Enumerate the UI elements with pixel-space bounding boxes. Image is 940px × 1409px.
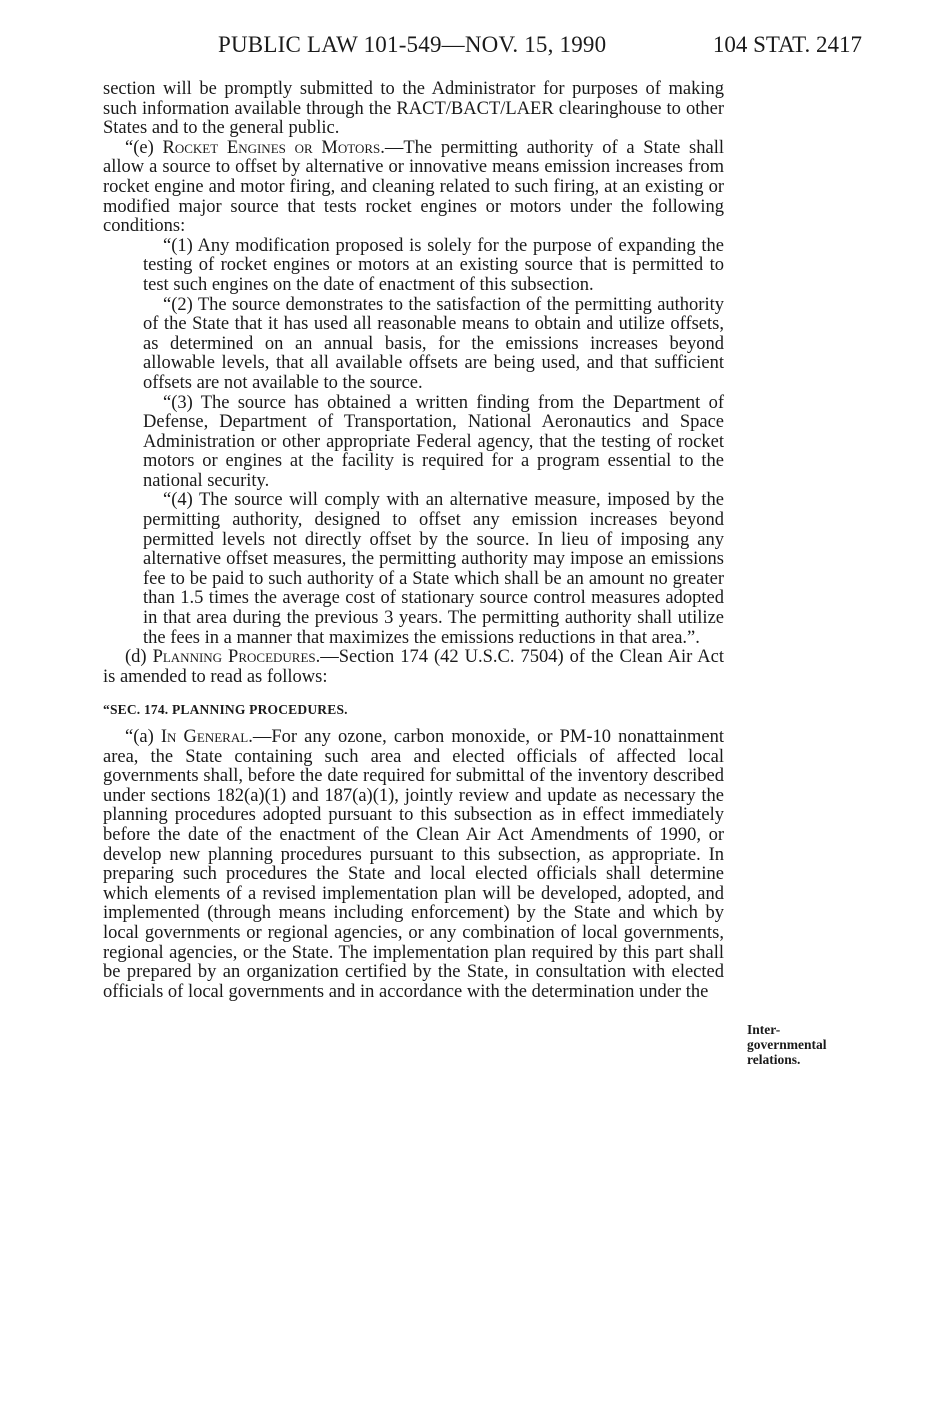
subsection-e-text: .—The permitting authority of a State shall allow a source to offset by alternative or innovative means emission increases from rocket engine and motor firing, and cleaning related to such firing, at an existing or modified major source that tests rocket engines or motors under the following conditions: (103, 137, 724, 237)
margin-note-line-2: governmental (747, 1036, 827, 1052)
margin-note-line-1: Inter- (747, 1022, 781, 1037)
subsection-e-label: “(e) (125, 137, 163, 158)
subsection-a-heading: In General (160, 727, 249, 747)
subsection-a-text: .—For any ozone, carbon monoxide, or PM-10 nonattainment area, the State containing such area and elected officials of affected local governments shall, before the date required for submittal of the inventory described under sections 182(a)(1) and 187(a)(1), jointly review and update as necessary the planning procedures adopted pursuant to this subsection as in effect immediately before the date of the enactment of the Clean Air Act Amendments of 1990, or develop new planning procedures pursuant to this subsection, as appropriate. In preparing such procedures the State and local elected officials shall determine which elements of a revised implementation plan will be developed, adopted, and implemented (through means including enforcement) by the State and which by local governments or regional agencies, or any combination of local governments, regional agencies, or the State. The implementation plan required by this part shall be prepared by an organization certified by the State, in consultation with elected officials of local governments and in accordance with the determination under the (103, 727, 724, 1002)
subsection-d-label: (d) (125, 647, 153, 668)
margin-note-line-3: relations. (747, 1051, 801, 1067)
subsection-e (103, 139, 724, 237)
section-heading: “SEC. 174. PLANNING PROCEDURES. (103, 702, 348, 718)
subsection-d-heading: Planning Procedures (152, 647, 316, 668)
page-number-stat: 104 STAT. 2417 (712, 32, 862, 57)
subsection-d (103, 648, 724, 687)
condition-3: “(3) The source has obtained a written finding from the Department of Defense, Department of Transportation, National Aeronautics and Space Administration or other appropriate Federal agency, that the testing of rocket motors or engines at the facility is required for a program essential to the national security. (143, 392, 724, 491)
paragraph-intro: section will be promptly submitted to the Administrator for purposes of making such information available through the RACT/BACT/LAER clearinghouse to other States and to the general public. (103, 79, 724, 139)
condition-2: “(2) The source demonstrates to the satisfaction of the permitting authority of the State that it has used all reasonable means to obtain and utilize offsets, as determined on an annual basis, for the emissions increases beyond allowable levels, that all available offsets are being used, and that sufficient offsets are not available to the source. (143, 294, 724, 393)
statute-body (103, 80, 724, 1002)
condition-4: “(4) The source will comply with an alternative measure, imposed by the permitting authority, designed to offset any emission increases beyond permitted levels not directly offset by the source. In lieu of imposing any alternative offset measures, the permitting authority may impose an emissions fee to be paid to such authority of a State which shall be an amount no greater than 1.5 times the average cost of stationary source control measures adopted in that area during the previous 3 years. The permitting authority shall utilize the fees in a manner that maximizes the emissions reductions in that area.”. (143, 490, 724, 648)
condition-1: “(1) Any modification proposed is solely for the purpose of expanding the testing of rocket engines or motors at an existing source that is permitted to test such engines on the date of enactment of this subsection. (143, 235, 724, 295)
running-header-title: PUBLIC LAW 101-549—NOV. 15, 1990 (218, 32, 607, 57)
margin-note (747, 1023, 857, 1067)
subsection-e-heading: Rocket Engines or Motors (162, 137, 381, 158)
subsection-d-text: .—Section 174 (42 U.S.C. 7504) of the Clean Air Act is amended to read as follows: (103, 647, 725, 687)
subsection-a-label: “(a) (125, 727, 161, 747)
subsection-a (103, 728, 724, 1002)
